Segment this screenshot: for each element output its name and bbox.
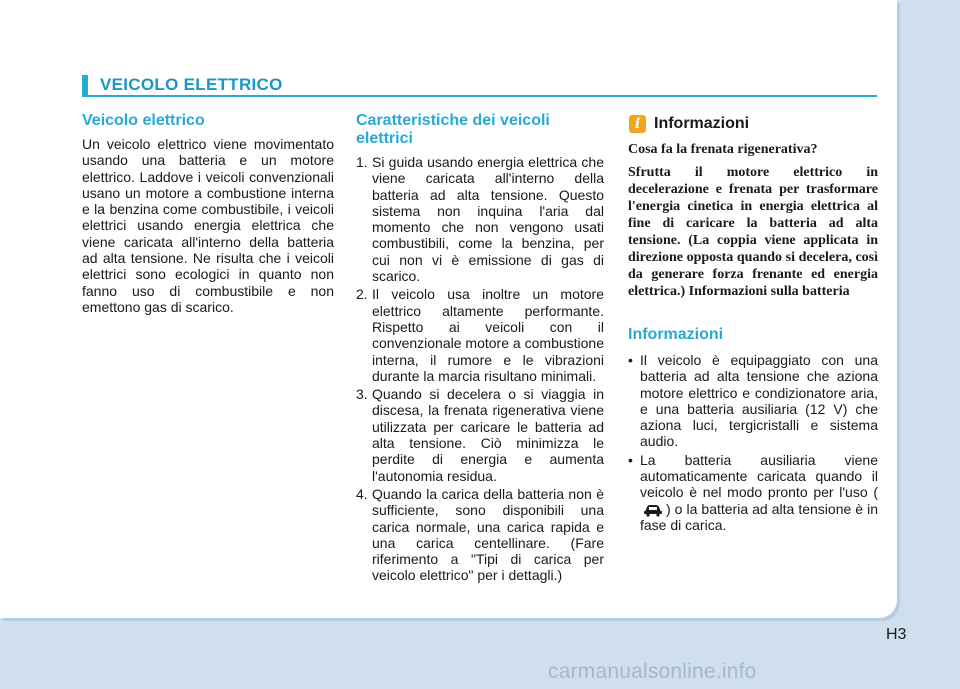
list-item-number: 4. — [356, 485, 368, 502]
features-list — [356, 154, 604, 584]
middle-column — [356, 112, 604, 586]
info-box-header — [628, 115, 878, 133]
info-question: Cosa fa la frenata rigenerativa? — [628, 142, 818, 157]
info-answer: Sfrutta il motore elettrico in decelerazione e frenata per trasformare l'energia cinetica in energia elettrica al fine di caricare la batteria ad alta tensione. (La coppia viene applicata in direzione opposta quando si decelera, così da generare forza frenante ed energia elettrica.) Informazioni sulla batteria — [628, 165, 878, 299]
list-item-text: Si guida usando energia elettrica che viene caricata all'interno della batteria ad alta tensione. Questo sistema non inquina l'aria dal momento che non vengono usati combustibili, come la benzina, per cui non vi è emissione di gas di scarico. — [372, 154, 604, 285]
section-title: VEICOLO ELETTRICO — [100, 75, 283, 94]
bullet-text-part: La batteria ausiliaria viene automaticamente caricata quando il veicolo è nel modo pronto per l'uso ( — [640, 451, 878, 501]
info-icon: i — [629, 115, 646, 133]
header-rule — [82, 95, 877, 97]
bullet-dot: • — [628, 451, 633, 468]
heading-veicolo-elettrico: Veicolo elettrico — [82, 112, 205, 129]
page-number: H3 — [886, 626, 907, 643]
info-bullets — [628, 352, 878, 533]
list-item-text: Quando si decelera o si viaggia in discesa, la frenata rigenerativa viene utilizzata per caricare le batteria ad alta tensione. Ciò minimizza le perdite di energia e aumenta l'autonomia residua. — [372, 386, 604, 484]
left-column — [82, 112, 334, 315]
list-item-number: 3. — [356, 386, 368, 403]
list-item-number: 2. — [356, 286, 368, 303]
list-item — [356, 154, 604, 284]
watermark: carmanualsonline.info — [548, 660, 757, 683]
intro-paragraph: Un veicolo elettrico viene movimentato usando una batteria e un motore elettrico. Laddove i veicoli convenzionali usano un motore a combustione interna e la benzina come combustibile, i veicoli elettrici usando energia elettrica che viene caricata all'interno della batteria ad alta tensione. Ne risulta che i veicoli elettrici sono ecologici in quanto non fanno uso di combustibile e non emettono gas di scarico. — [82, 136, 334, 315]
list-item-number: 1. — [356, 154, 368, 170]
list-item-text: Il veicolo usa inoltre un motore elettrico altamente performante. Rispetto ai veicoli con il convenzionale motore a combustione interna, il rumore e le vibrazioni durante la marcia risultano minimali. — [372, 286, 604, 384]
right-column — [628, 112, 878, 535]
list-item — [628, 452, 878, 533]
info-title: Informazioni — [654, 114, 750, 132]
list-item — [356, 486, 604, 584]
car-ready-icon — [642, 503, 664, 517]
list-item — [356, 286, 604, 384]
list-item — [628, 352, 878, 450]
bullet-dot: • — [628, 352, 633, 368]
info-note — [628, 141, 878, 300]
bullet-text-part: ) o la batteria ad alta tensione è in fase di carica. — [640, 500, 878, 533]
bullet-text — [640, 452, 878, 533]
heading-informazioni: Informazioni — [628, 326, 724, 343]
heading-caratteristiche: Caratteristiche dei veicoli elettrici — [356, 112, 550, 147]
list-item — [356, 386, 604, 484]
header-accent-bar — [82, 75, 88, 95]
bullet-text: Il veicolo è equipaggiato con una batteria ad alta tensione che aziona motore elettrico e condizionatore aria, e una batteria ausiliaria (12 V) che aziona luci, tergicristalli e sistema audio. — [640, 352, 878, 450]
list-item-text: Quando la carica della batteria non è sufficiente, sono disponibili una carica normale, una carica rapida e una carica centellinare. (Fare riferimento a "Tipi di carica per veicolo elettrico" per i dettagli.) — [372, 485, 604, 584]
